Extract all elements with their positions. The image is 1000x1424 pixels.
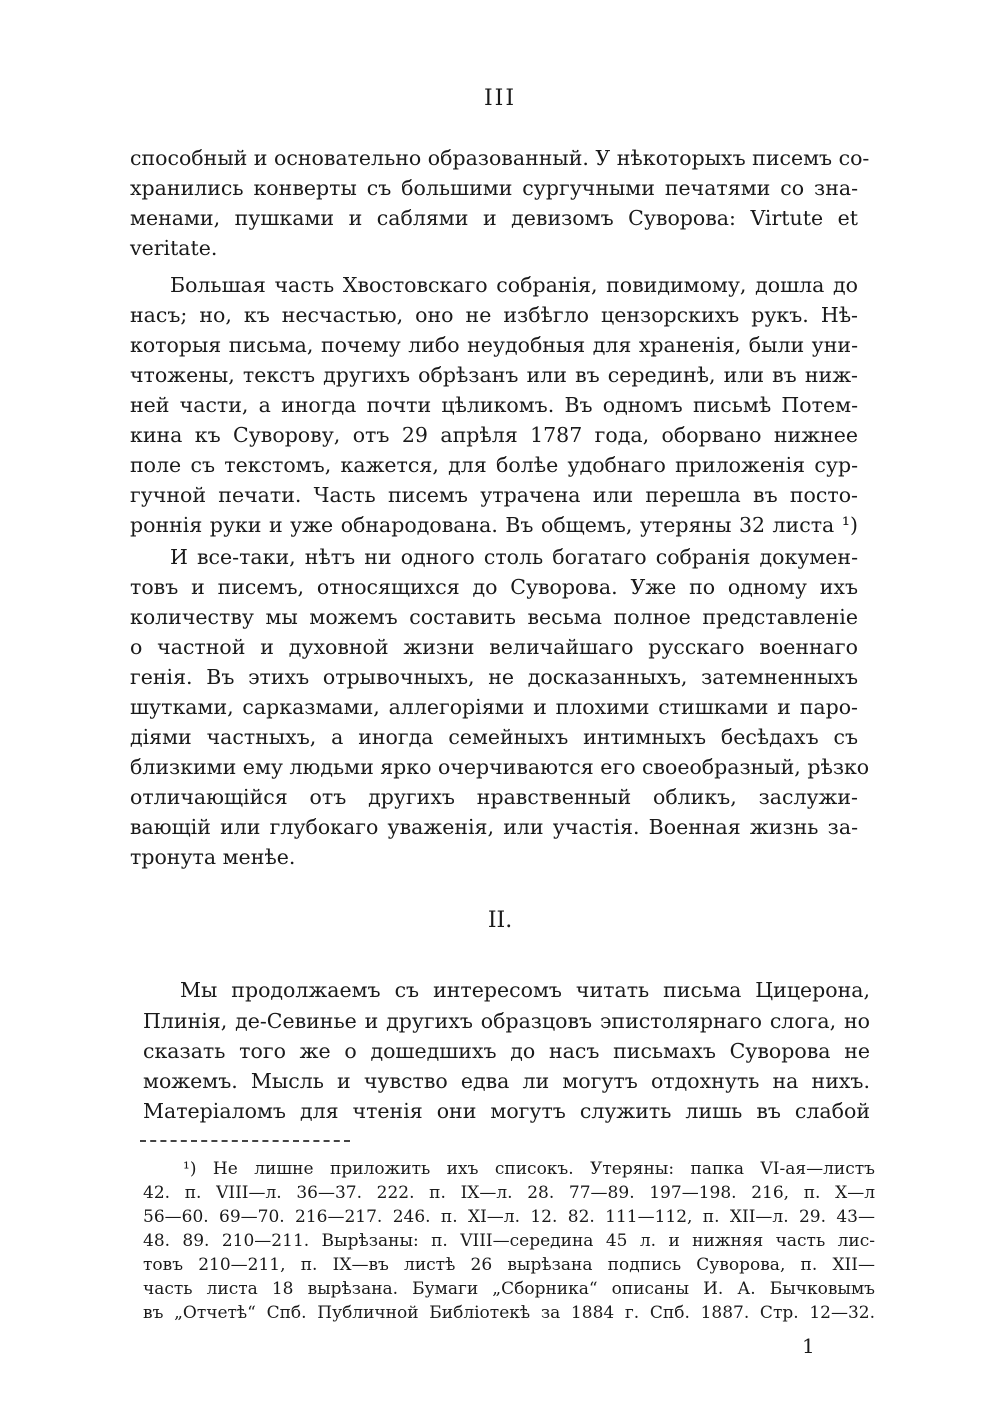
body-line: товъ и писемъ, относящихся до Суворова. Уже по одному ихъ (130, 575, 858, 599)
body-line: Плинія, де-Севинье и другихъ образцовъ эпистолярнаго слога, но (143, 1009, 870, 1033)
body-line: количеству мы можемъ составить весьма полное представленіе (130, 605, 858, 629)
footnote-line: 56—60. 69—70. 216—217. 246. п. XI—л. 12. 82. 111—112, п. XII—л. 29. 43— (143, 1207, 875, 1227)
body-line: которыя письма, почему либо неудобныя для храненія, были уни- (130, 333, 858, 357)
body-line: насъ; но, къ несчастью, оно не избѣгло цензорскихъ рукъ. Нѣ- (130, 303, 858, 327)
body-line: хранились конверты съ большими сургучными печатями со зна- (130, 176, 858, 200)
body-line: Мы продолжаемъ съ интересомъ читать письма Цицерона, (180, 978, 870, 1002)
body-line: ней части, а иногда почти цѣликомъ. Въ одномъ письмѣ Потем- (130, 393, 858, 417)
footnote-line: въ „Отчетѣ“ Спб. Публичной Библіотекѣ за 1884 г. Спб. 1887. Стр. 12—32. (143, 1303, 875, 1323)
footnote-divider (140, 1140, 350, 1142)
body-line: veritate. (130, 236, 218, 260)
body-line: кина къ Суворову, отъ 29 апрѣля 1787 года, оборвано нижнее (130, 423, 858, 447)
body-line: сказать того же о дошедшихъ до насъ письмахъ Суворова не (143, 1039, 870, 1063)
page-roman-numeral: III (483, 86, 517, 111)
body-line: тронута менѣе. (130, 845, 296, 869)
body-line: И все-таки, нѣтъ ни одного столь богатаго собранія докумен- (170, 545, 858, 569)
body-line: о частной и духовной жизни величайшаго русскаго военнаго (130, 635, 858, 659)
page-number: 1 (802, 1334, 815, 1358)
body-line: роннія руки и уже обнародована. Въ общемъ, утеряны 32 листа ¹) (130, 513, 858, 537)
body-line: шутками, сарказмами, аллегоріями и плохими стишками и паро- (130, 695, 858, 719)
body-line: вающій или глубокаго уваженія, или участія. Военная жизнь за- (130, 815, 858, 839)
body-line: генія. Въ этихъ отрывочныхъ, не досказанныхъ, затемненныхъ (130, 665, 858, 689)
footnote-line: ¹) Не лишне приложить ихъ списокъ. Утеряны: папка VI-ая—листъ (183, 1159, 875, 1179)
body-line: діями частныхъ, а иногда семейныхъ интимныхъ бесѣдахъ съ (130, 725, 858, 749)
body-line: Большая часть Хвостовскаго собранія, повидимому, дошла до (170, 273, 858, 297)
section-heading: II. (487, 908, 513, 933)
footnote-line: 48. 89. 210—211. Вырѣзаны: п. VIII—середина 45 л. и нижняя часть лис- (143, 1231, 875, 1251)
footnote-line: часть листа 18 вырѣзана. Бумаги „Сборника“ описаны И. А. Бычковымъ (143, 1279, 875, 1299)
body-line: способный и основательно образованный. У нѣкоторыхъ писемъ со- (130, 146, 870, 170)
body-line: близкими ему людьми ярко очерчиваются его своеобразный, рѣзко (130, 755, 870, 779)
body-line: менами, пушками и саблями и девизомъ Суворова: Virtute et (130, 206, 858, 230)
body-line: поле съ текстомъ, кажется, для болѣе удобнаго приложенія сур- (130, 453, 858, 477)
body-line: можемъ. Мысль и чувство едва ли могутъ отдохнуть на нихъ. (143, 1069, 870, 1093)
body-line: Матеріаломъ для чтенія они могутъ служить лишь въ слабой (143, 1099, 870, 1123)
body-line: отличающійся отъ другихъ нравственный обликъ, заслужи- (130, 785, 858, 809)
footnote-line: товъ 210—211, п. IX—въ листѣ 26 вырѣзана подпись Суворова, п. XII— (143, 1255, 875, 1275)
footnote-line: 42. п. VIII—л. 36—37. 222. п. IX—л. 28. 77—89. 197—198. 216, п. X—л (143, 1183, 875, 1203)
body-line: гучной печати. Часть писемъ утрачена или перешла въ посто- (130, 483, 858, 507)
body-line: чтожены, текстъ другихъ обрѣзанъ или въ серединѣ, или въ ниж- (130, 363, 858, 387)
